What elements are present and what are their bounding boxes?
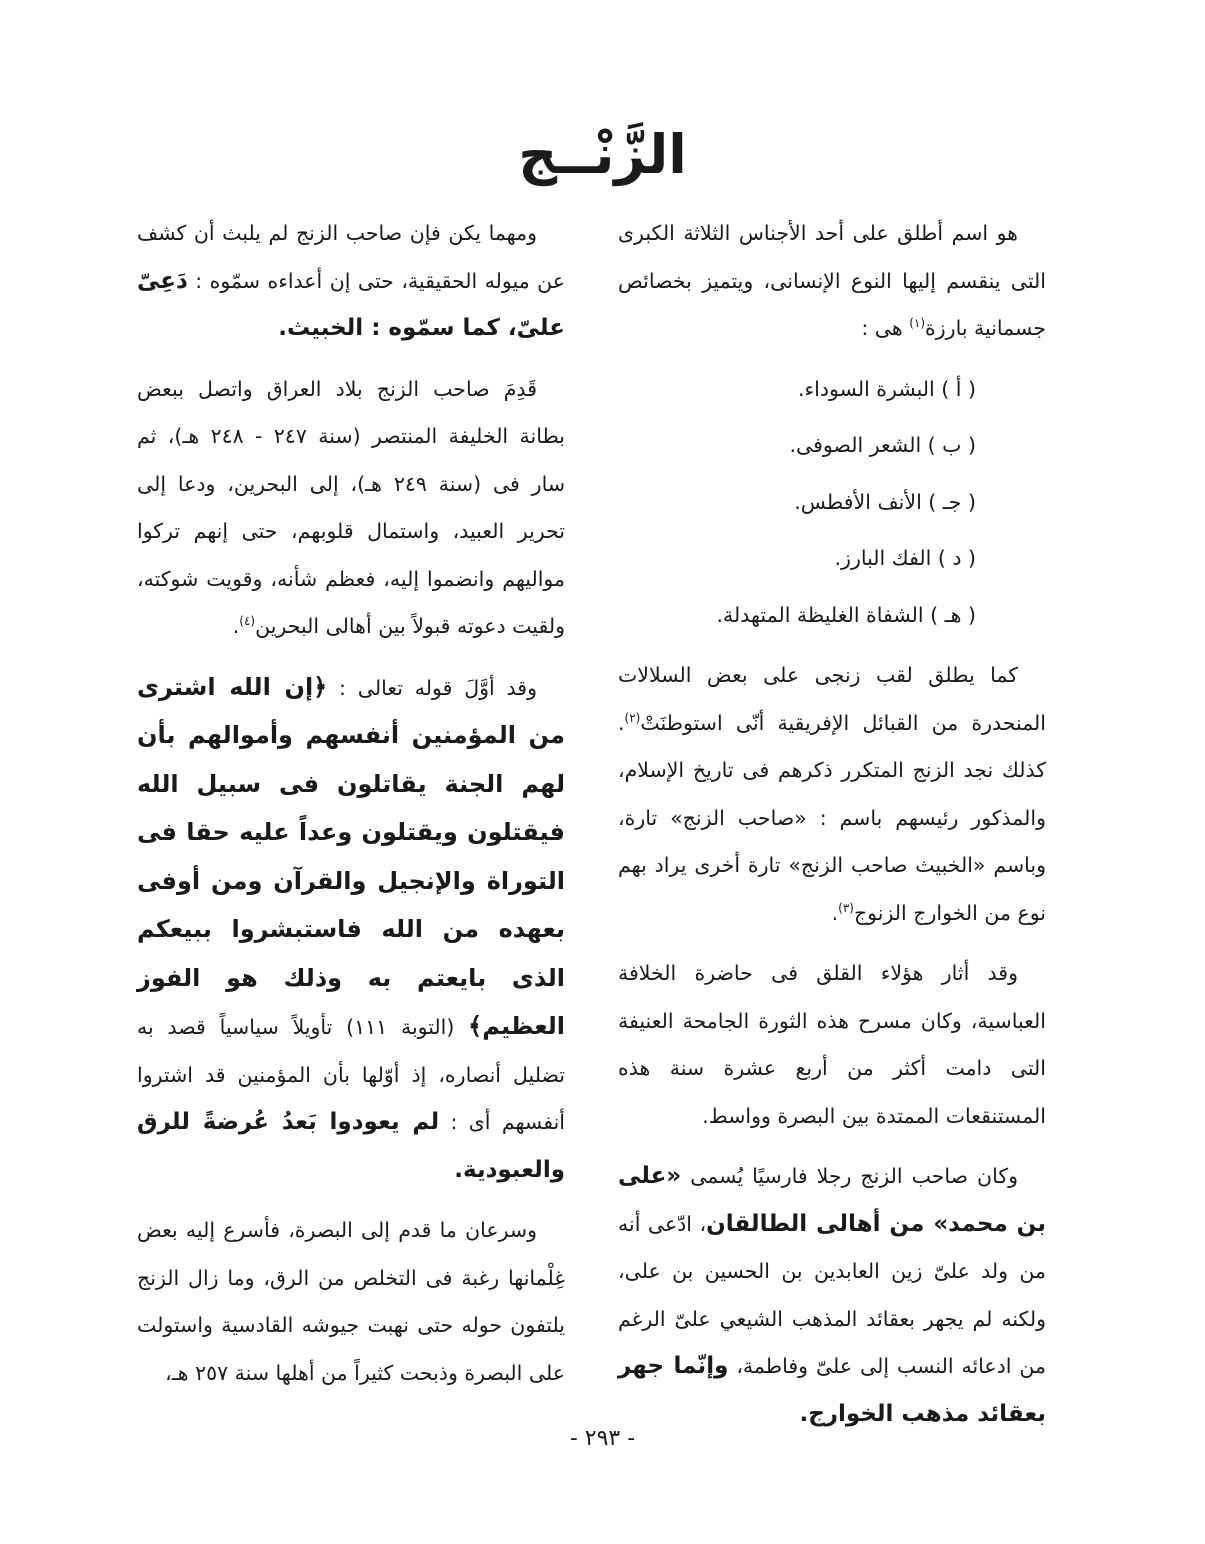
right-column [618, 210, 1046, 1451]
quran-quote: ﴿إن الله اشترى من المؤمنين أنفسهم وأموالهم بأن لهم الجنة يقاتلون فى سبيل الله فيقتلون ويقتلون وعداً عليه حقا فى التوراة والإنجيل والقرآن ومن أوفى بعهده من الله فاستبشروا ببيعكم الذى بايعتم به وذلك هو الفوز العظيم﴾ [137, 672, 565, 1040]
body-paragraph: قَدِمَ صاحب الزنج بلاد العراق واتصل ببعض بطانة الخليفة المنتصر (سنة ٢٤٧ - ٢٤٨ هـ)، ثم سار فى (سنة ٢٤٩ هـ)، إلى البحرين، ودعا إلى تحرير العبيد، واستمال قلوبهم، حتى إنهم تركوا مواليهم وانضموا إليه، فعظم شأنه، وقويت شوكته، ولقيت دعوته قبولاً بين أهالى البحرين$^{(٤)}$. [137, 376, 565, 638]
body-paragraph: وسرعان ما قدم إلى البصرة، فأسرع إليه بعض غِلْمانها رغبة فى التخلص من الرق، وما زال الزنج يلتفون حوله حتى نهبت جيوشه القادسية واستولت على البصرة وذبحت كثيراً من أهلها سنة ٢٥٧ هـ، [137, 1218, 565, 1385]
bold-phrase: وإنّما جهر بعقائد مذهب الخوارج. [618, 1353, 1046, 1427]
body-paragraph: وقد أوَّلَ قوله تعالى : ﴿إن الله اشترى من المؤمنين أنفسهم وأموالهم بأن لهم الجنة يقاتلون فى سبيل الله فيقتلون ويقتلون وعداً عليه حقا فى التوراة والإنجيل والقرآن ومن أوفى بعهده من الله فاستبشروا ببيعكم الذى بايعتم به وذلك هو الفوز العظيم﴾ (التوبة ١١١) تأويلاً سياسياً قصد به تضليل أنصاره، إذ أوّلها بأن المؤمنين قد اشتروا أنفسهم أى : لم يعودوا بَعدُ عُرضةً للرق والعبودية. [137, 672, 565, 1183]
list-item: ( د ) الفك البارز. [834, 546, 976, 570]
bold-phrase: لم يعودوا بَعدُ عُرضةً للرق والعبودية. [137, 1109, 565, 1183]
left-column [137, 210, 565, 1410]
footnote-ref: (٢) [624, 710, 641, 725]
list-item: ( هـ ) الشفاة الغليظة المتهدلة. [716, 602, 976, 627]
bold-phrase: «على بن محمد» من أهالى الطالقان [618, 1163, 1047, 1237]
page-title: الزَّنْــج [518, 123, 687, 186]
list-item: ( أ ) البشرة السوداء. [797, 376, 976, 401]
body-paragraph: وقد أثار هؤلاء القلق فى حاضرة الخلافة العباسية، وكان مسرح هذه الثورة الجامحة العنيفة التى دامت أكثر من أربع عشرة سنة هذه المستنقعات الممتدة بين البصرة وواسط. [618, 961, 1046, 1128]
body-paragraph: ومهما يكن فإن صاحب الزنج لم يلبث أن كشف عن ميوله الحقيقية، حتى إن أعداءه سمّوه : دَعِىّ علىّ، كما سمّوه : الخبيث. [137, 221, 565, 341]
page-number: - ٢٩٣ - [569, 1426, 636, 1451]
body-paragraph: كما يطلق لقب زنجى على بعض السلالات المنحدرة من القبائل الإفريقية أنّى استوطنَتْ$^{(٢)}$. كذلك نجد الزنج المتكرر ذكرهم فى تاريخ الإسلام، والمذكور رئيسهم باسم : «صاحب الزنج» تارة، وباسم «الخبيث صاحب الزنج» تارة أخرى يراد بهم نوع من الخوارج الزنوج$^{(٣)}$. [618, 663, 1046, 925]
footnote-ref: (١) [909, 316, 926, 331]
footnote-ref: (٣) [838, 900, 854, 915]
list-item: ( جـ ) الأنف الأفطس. [794, 489, 976, 514]
list-item: ( ب ) الشعر الصوفى. [789, 433, 976, 457]
bold-phrase: دَعِىّ علىّ، كما سمّوه : الخبيث. [137, 267, 565, 341]
definition-paragraph: هو اسم أطلق على أحد الأجناس الثلاثة الكبرى التى ينقسم إليها النوع الإنسانى، ويتميز بخصائص جسمانية بارزة$^{(١)}$ هى : [618, 221, 1046, 340]
footnote-ref: (٤) [239, 614, 256, 629]
body-paragraph: وكان صاحب الزنج رجلا فارسيًا يُسمى «على بن محمد» من أهالى الطالقان، ادّعى أنه من ولد علىّ زين العابدين بن الحسين بن على، ولكنه لم يجهر بعقائد المذهب الشيعي علىّ الرغم من ادعائه النسب إلى علىّ وفاطمة، وإنّما جهر بعقائد مذهب الخوارج. [618, 1163, 1047, 1427]
